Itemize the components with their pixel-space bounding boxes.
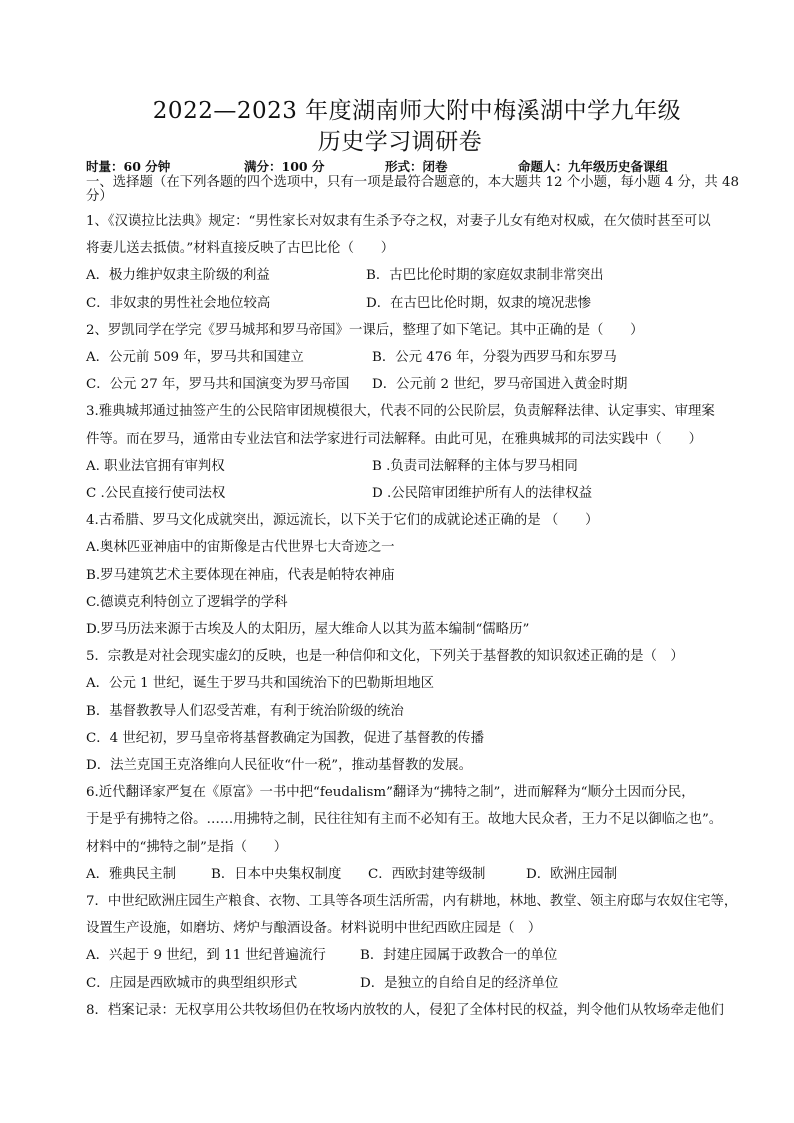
exam-author: 命题人：九年级历史备课组 — [518, 159, 669, 174]
option-d: D.罗马历法来源于古埃及人的太阳历，屋大维命人以其为蓝本编制“儒略历” — [86, 621, 530, 637]
option-a: A．公元 1 世纪，诞生于罗马共和国统治下的巴勒斯坦地区 — [86, 676, 435, 692]
option-c: C．西欧封建等级制 — [368, 866, 486, 882]
question-1 — [86, 208, 748, 317]
exam-time: 时量：60 分钟 — [86, 159, 171, 174]
option-b: B．基督教教导人们忍受苦难，有利于统治阶级的统治 — [86, 703, 404, 719]
question-7 — [86, 888, 748, 997]
option-c: C．公元 27 年，罗马共和国演变为罗马帝国 — [86, 377, 350, 393]
exam-content — [86, 176, 748, 1024]
question-5 — [86, 643, 748, 779]
question-stem-line: 设置生产设施，如磨坊、烤炉与酿酒设备。材料说明中世纪西欧庄园是（ ） — [86, 921, 542, 937]
section-instruction: 一、选择题（在下列各题的四个选项中，只有一项是最符合题意的，本大题共 12 个小题，每小题 4 分，共 48 分） — [86, 175, 740, 204]
question-8 — [86, 997, 748, 1024]
question-stem-line: 5．宗教是对社会现实虚幻的反映，也是一种信仰和文化，下列关于基督教的知识叙述正确的是（ ） — [86, 649, 684, 665]
question-stem-line: 2、罗凯同学在学完《罗马城邦和罗马帝国》一课后，整理了如下笔记。其中正确的是（ ） — [86, 322, 644, 338]
option-a: A．雅典民主制 — [86, 866, 177, 882]
option-d: D．在古巴比伦时期，奴隶的境况悲惨 — [366, 295, 591, 311]
question-stem-line: 于是乎有拂特之俗。……用拂特之制，民往往知有主而不必知有王。故地大民众者，王力不足以御临之也”。 — [86, 812, 723, 828]
option-d: D．欧洲庄园制 — [526, 866, 618, 882]
question-stem-line: 将妻儿送去抵债。”材料直接反映了古巴比伦（ ） — [86, 241, 395, 257]
option-b: B.罗马建筑艺术主要体现在神庙，代表是帕特农神庙 — [86, 567, 395, 583]
question-4 — [86, 507, 748, 643]
exam-score: 满分：100 分 — [244, 159, 325, 174]
option-c: C．4 世纪初，罗马皇帝将基督教确定为国教，促进了基督教的传播 — [86, 730, 484, 746]
option-b: B．封建庄园属于政教合一的单位 — [360, 948, 558, 964]
option-d: D．是独立的自给自足的经济单位 — [360, 975, 559, 991]
question-2 — [86, 317, 748, 399]
question-6 — [86, 779, 748, 888]
option-d: D．公元前 2 世纪，罗马帝国进入黄金时期 — [372, 377, 628, 393]
question-3 — [86, 398, 748, 507]
exam-title-line1: 2022—2023 年度湖南师大附中梅溪湖中学九年级 — [152, 98, 682, 124]
question-stem-line: 6.近代翻译家严复在《原富》一书中把“feudalism”翻译为“拂特之制”，进而解释为“顺分土因而分民， — [86, 785, 695, 801]
question-stem-line: 7．中世纪欧洲庄园生产粮食、衣物、工具等各项生活所需，内有耕地，林地、教堂、领主府邸与农奴住宅等， — [86, 893, 738, 909]
exam-title-line2: 历史学习调研卷 — [317, 129, 483, 155]
question-stem-line: 8．档案记录：无权享用公共牧场但仍在牧场内放牧的人，侵犯了全体村民的权益，判令他们从牧场牵走他们 — [86, 1002, 724, 1018]
option-a: A．兴起于 9 世纪，到 11 世纪普遍流行 — [86, 948, 326, 964]
question-stem-line: 3.雅典城邦通过抽签产生的公民陪审团规模很大，代表不同的公民阶层，负责解释法律、认定事实、审理案 — [86, 404, 715, 420]
option-b: B .负责司法解释的主体与罗马相同 — [372, 458, 578, 474]
option-a: A.奥林匹亚神庙中的宙斯像是古代世界七大奇迹之一 — [86, 540, 395, 556]
option-d: D．法兰克国王克洛维向人民征收“什一税”，推动基督教的发展。 — [86, 757, 472, 773]
option-c: C .公民直接行使司法权 — [86, 485, 226, 501]
exam-form: 形式：闭卷 — [385, 159, 448, 174]
option-c: C.德谟克利特创立了逻辑学的学科 — [86, 594, 288, 610]
question-stem-line: 1、《汉谟拉比法典》规定：“男性家长对奴隶有生杀予夺之权，对妻子儿女有绝对权威，在欠债时甚至可以 — [86, 214, 711, 229]
option-b: B．公元 476 年，分裂为西罗马和东罗马 — [372, 349, 617, 365]
option-a: A. 职业法官拥有审判权 — [86, 458, 225, 474]
option-c: C．庄园是西欧城市的典型组织形式 — [86, 975, 298, 991]
option-a: A．极力维护奴隶主阶级的利益 — [86, 268, 270, 284]
option-c: C．非奴隶的男性社会地位较高 — [86, 295, 271, 311]
option-a: A．公元前 509 年，罗马共和国建立 — [86, 349, 304, 365]
option-b: B．日本中央集权制度 — [211, 866, 342, 882]
question-stem-line: 材料中的“拂特之制”是指（ ） — [86, 839, 288, 855]
question-stem-line: 件等。而在罗马，通常由专业法官和法学家进行司法解释。由此可见，在雅典城邦的司法实践中（ ） — [86, 431, 702, 447]
question-stem-line: 4.古希腊、罗马文化成就突出，源远流长，以下关于它们的成就论述正确的是 （ ） — [86, 513, 599, 529]
option-b: B．古巴比伦时期的家庭奴隶制非常突出 — [366, 268, 604, 284]
option-d: D .公民陪审团维护所有人的法律权益 — [372, 485, 593, 501]
